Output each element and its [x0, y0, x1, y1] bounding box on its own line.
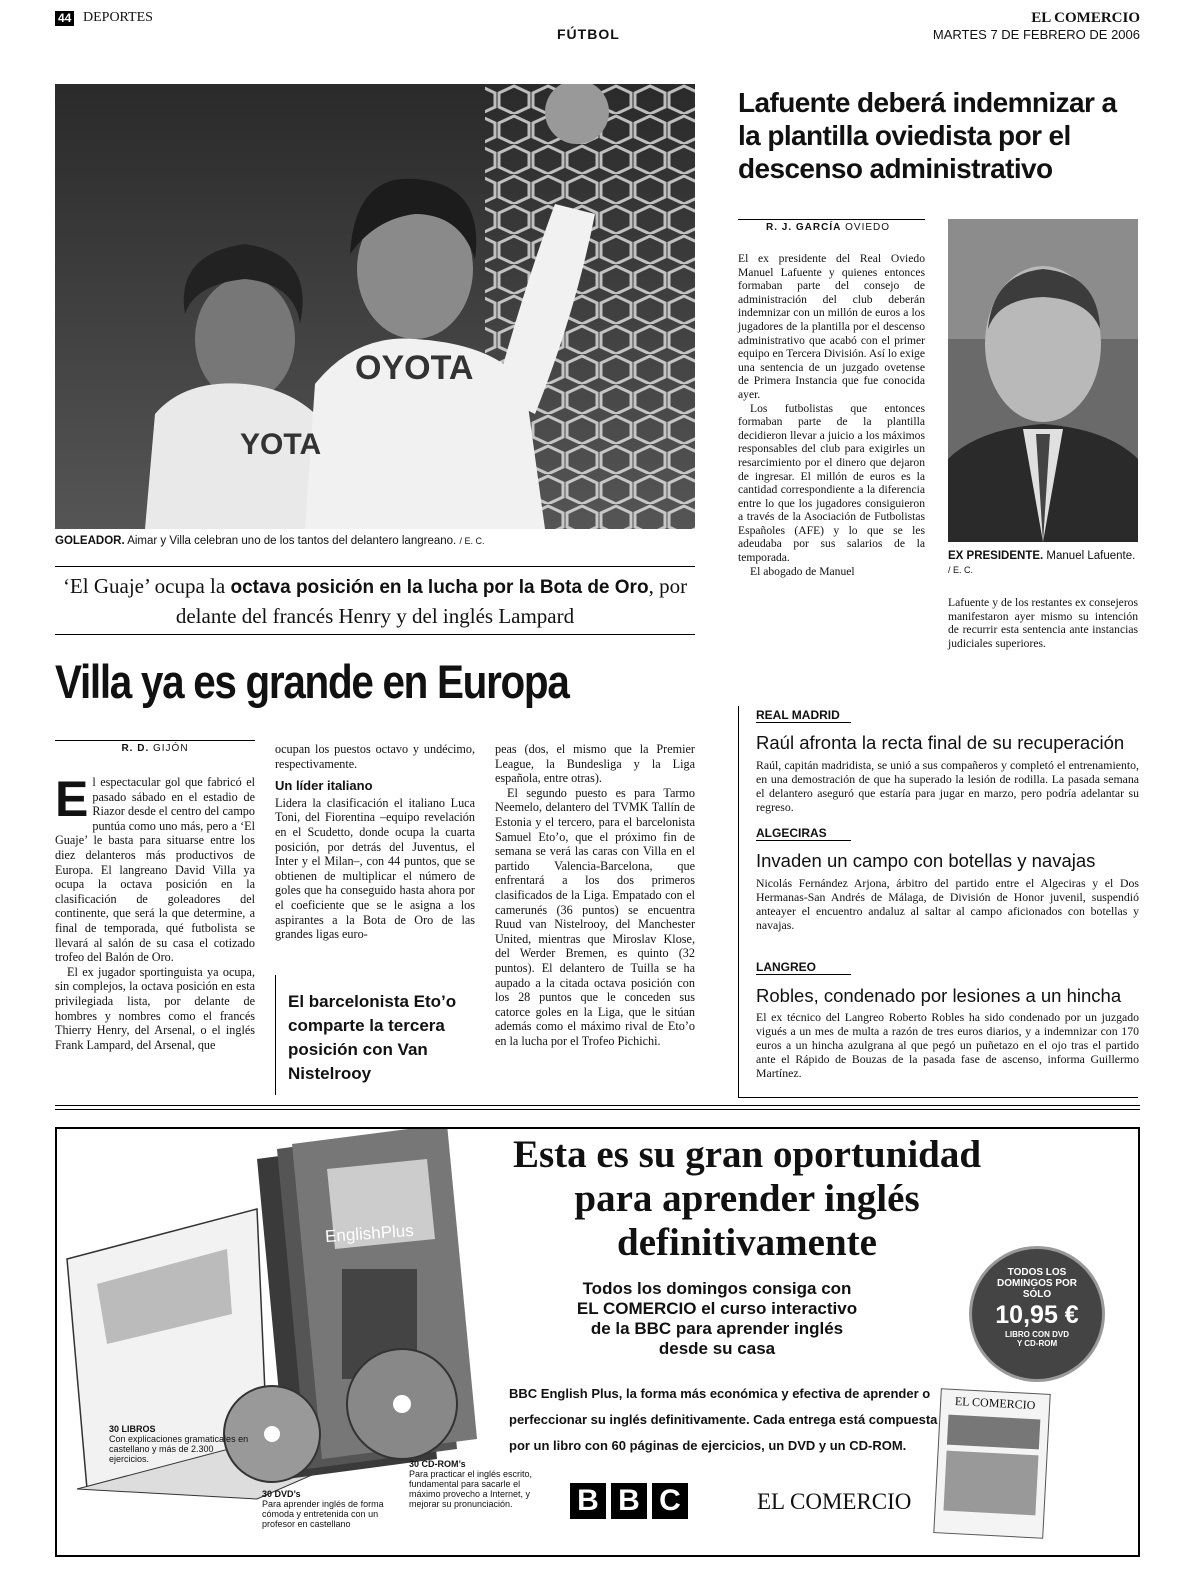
deck-bold: octava posición en la lucha por la Bota de Oro: [230, 577, 649, 598]
cdrom-text: Para practicar el inglés escrito, fundamental para sacarle el máximo provecho a Internet, y mejorar su pronunciación.: [409, 1469, 533, 1509]
main-subhead: Un líder italiano: [275, 778, 373, 794]
byline-author: R. D.: [121, 743, 150, 754]
brief-text: Nicolás Fernández Arjona, árbitro del partido entre el Algeciras y el Dos Hermanas-San Andrés de Málaga, de División de Honor juvenil, suspendió anteayer el encuentro andaluz al saltar al campo aficionados con botellas y navajas.: [756, 876, 1139, 932]
oviedo-headline: Lafuente deberá indemnizar a la plantilla oviedista por el descenso administrativo: [738, 87, 1117, 184]
pull-quote: El barcelonista Eto’o comparte la tercera posición con Van Nistelrooy: [288, 992, 457, 1083]
brief-tag: LANGREO: [756, 960, 851, 975]
byline-place: GIJÓN: [153, 743, 189, 754]
brief-text: El ex técnico del Langreo Roberto Robles ha sido condenado por un juzgado vigués a un mes de multa a razón de tres euros diarios, y a indemnizar con 170 euros a un hincha azulgrana al que pegó un puñetazo en el ojo tras el partido ante el Rápido de Bouzas de la pasada fase de ascenso, informa Guillermo Martínez.: [756, 1010, 1139, 1080]
goleador-photo: [55, 84, 695, 529]
book-title: EnglishPlus: [324, 1220, 415, 1247]
svg-text:OYOTA: OYOTA: [355, 349, 474, 387]
brief-title: Invaden un campo con botellas y navajas: [756, 850, 1096, 871]
brief-text: Raúl, capitán madridista, se unió a sus compañeros y completó el entrenamiento, en una demostración de que ha superado la lesión de rodilla. La pasada semana el delantero aseguró que estaría para jugar en marzo, pero podría adelantar su regreso.: [756, 758, 1139, 814]
badge-top: TODOS LOS DOMINGOS POR SÓLO: [996, 1267, 1077, 1300]
oviedo-col1: [738, 252, 925, 578]
badge-bottom: LIBRO CON DVD Y CD-ROM: [1005, 1330, 1069, 1348]
main-col2: [275, 742, 475, 942]
oviedo-byline: [738, 219, 925, 233]
ad-headline-line2: para aprender inglés: [574, 1177, 920, 1220]
main-col2-para1: ocupan los puestos octavo y undécimo, respectivamente.: [275, 742, 475, 771]
brief-title: Robles, condenado por lesiones a un hincha: [756, 985, 1122, 1006]
main-col1-para2: El ex jugador sportinguista ya ocupa, sin complejos, la octava posición en esta privilegiada lista, por delante de hombres y nombres como el francés Thierry Henry, del Arsenal, o el inglés Frank Lampard, del Arsenal, que: [55, 964, 255, 1052]
main-deck: [55, 572, 695, 630]
ad-sub-line4: desde su casa: [658, 1339, 776, 1358]
bbc-block-2: B: [611, 1483, 647, 1519]
ad-sub-line3: de la BBC para aprender inglés: [590, 1319, 844, 1338]
caption-credit: / E. C.: [459, 536, 485, 546]
deck-top-rule: [55, 566, 695, 567]
main-col3-para2: El segundo puesto es para Tarmo Neemelo, delantero del TVMK Tallín de Estonia y el tercero, para el barcelonista Samuel Eto’o, que el próximo fin de semana se verá las caras con Villa en el partido Valencia-Barcelona, que enfrentará a los dos primeros clasificados de la Liga. Empatado con el camerunés (36 puntos) se encuentra Ruud van Nistelrooy, del Manchester United, mientras que Miroslav Klose, del Werder Bremen, es quinto (32 puntos). El delantero de Tuilla se ha aupado a la citada octava posición con los 28 puntos que le conceden sus catorce goles en la Liga, que le sitúan además como el máximo rival de Eto’o en la lucha por el Trofeo Pichichi.: [495, 785, 695, 1048]
bbc-block-1: B: [570, 1483, 606, 1519]
books-text: Con explicaciones gramaticales en castellano y más de 2.300 ejercicios.: [109, 1434, 249, 1464]
main-col1: [55, 771, 255, 1052]
oviedo-para3: El abogado de Manuel: [750, 564, 855, 578]
ad-sub-line2: EL COMERCIO el curso interactivo: [576, 1299, 858, 1318]
mini-paper-logo: EL COMERCIO: [954, 1393, 1036, 1413]
dvd-info: [262, 1489, 402, 1529]
cdrom-info: [409, 1459, 544, 1509]
oviedo-para4: Lafuente y de los restantes ex consejeros manifestaron ayer mismo su intención de recurrir esta sentencia ante instancias judiciales superiores.: [948, 596, 1138, 650]
ad-headline: [437, 1133, 1057, 1265]
main-col1-para1: El espectacular gol que fabricó el pasado sábado en el estadio de Riazor desde el centro del campo puntúa como uno más, pero a ‘El Guaje’ le basta para situarse entre los diez delanteros más productivos de Europa. El langreano David Villa ya ocupa la octava posición en la clasificación de goleadores del continente, que será la que determine, a final de temporada, qué futbolista se llevará al salón de su casa el cotizado trofeo del Balón de Oro.: [55, 771, 255, 965]
goleador-caption: [55, 535, 695, 547]
main-byline: [55, 740, 255, 754]
svg-text:YOTA: YOTA: [240, 428, 322, 461]
main-col3: [495, 742, 695, 1048]
english-plus-ad[interactable]: [55, 1127, 1140, 1557]
oviedo-col2: [948, 596, 1138, 650]
caption-label: GOLEADOR.: [55, 535, 125, 547]
main-headline: Villa ya es grande en Europa: [55, 655, 569, 708]
ad-headline-line1: Esta es su gran oportunidad: [512, 1133, 982, 1176]
dropcap: E: [55, 771, 89, 827]
briefs-box: [738, 706, 1138, 1098]
deck-bottom-rule: [55, 634, 695, 635]
deck-part2: , por delante del francés Henry y del inglés Lampard: [175, 574, 688, 628]
books-label: 30 LIBROS: [109, 1424, 156, 1434]
oviedo-byline-place: OVIEDO: [845, 222, 891, 233]
lafuente-caption-credit: / E. C.: [948, 565, 974, 575]
ad-desc-line1: BBC English Plus, la forma más económica y efectiva de aprender o: [509, 1386, 931, 1401]
oviedo-para2: Los futbolistas que entonces formaban parte de la plantilla decidieron llevar a juicio a los máximos responsables del club para exigirles un resarcimiento por el dinero que dejaron de ingresar. El millón de euros es la cantidad correspondiente a la diferencia entre lo que los jugadores consiguieron a través de la Asociación de Futbolistas Españoles (AFE) y lo que se les adeudaba por sus salarios de la temporada.: [738, 401, 925, 565]
caption-text: Aimar y Villa celebran uno de los tantos del delantero langreano.: [127, 535, 457, 547]
subsection-label: FÚTBOL: [557, 26, 620, 42]
mini-newspaper: [933, 1388, 1050, 1539]
ad-sub-line1: Todos los domingos consiga con: [582, 1279, 852, 1298]
lafuente-caption-text: Manuel Lafuente.: [1046, 550, 1136, 562]
lafuente-photo: [948, 219, 1138, 542]
ad-headline-line3: definitivamente: [617, 1221, 877, 1264]
section-label: DEPORTES: [83, 10, 153, 25]
dvd-label: 30 DVD’s: [262, 1489, 301, 1499]
ad-separator-bottom: [55, 1109, 1140, 1110]
pull-quote-rule-left: [275, 975, 276, 1095]
brief-tag: REAL MADRID: [756, 708, 851, 723]
bbc-block-3: C: [652, 1483, 688, 1519]
oviedo-byline-author: R. J. GARCÍA: [766, 222, 842, 233]
bbc-logo: [570, 1483, 688, 1519]
lafuente-portrait-image: [948, 219, 1138, 542]
books-info: [109, 1424, 249, 1464]
page-number: 44: [55, 11, 74, 26]
deck-part1: ‘El Guaje’ ocupa la: [62, 574, 231, 598]
main-col3-para1: peas (dos, el mismo que la Premier League, la Bundesliga y la Liga española, entre otras).: [495, 742, 695, 786]
celebration-photo-image: [55, 84, 695, 529]
dvd-text: Para aprender inglés de forma cómoda y entretenida con un profesor en castellano: [262, 1499, 384, 1529]
badge-price: 10,95 €: [995, 1301, 1079, 1329]
price-badge: [972, 1249, 1102, 1379]
lafuente-caption: [948, 549, 1138, 577]
ad-desc-line3: por un libro con 60 páginas de ejercicios, un DVD y un CD-ROM.: [509, 1438, 907, 1453]
page-date: MARTES 7 DE FEBRERO DE 2006: [932, 27, 1140, 42]
brief-tag: ALGECIRAS: [756, 826, 851, 841]
main-col2-para2: Lidera la clasificación el italiano Luca Toni, del Fiorentina –equipo revelación en el Scudetto, donde ocupa la cuarta posición, por detrás del Juventus, el Inter y el Milan–, con 44 puntos, que se obtienen de multiplicar el número de goles que ha conseguido hasta ahora por el coeficiente que se le asigna a los aspirantes a la Bota de Oro de las grandes ligas euro-: [275, 795, 475, 942]
ad-desc-line2: perfeccionar su inglés definitivamente. Cada entrega está compuesta: [509, 1412, 938, 1427]
oviedo-para1: El ex presidente del Real Oviedo Manuel Lafuente y quienes entonces formaban parte del consejo de administración del club deberán indemnizar con un millón de euros a los jugadores de la plantilla por el descenso administrativo que acabó con el primer equipo en Tercera División. Así lo exige una sentencia de un juzgado ovetense de Primera Instancia que fue conocida ayer.: [738, 252, 925, 401]
ad-separator-top: [55, 1105, 1140, 1106]
cdrom-label: 30 CD-ROM’s: [409, 1459, 466, 1469]
brief-title: Raúl afronta la recta final de su recuperación: [756, 732, 1125, 753]
newspaper-name: EL COMERCIO: [1031, 10, 1140, 26]
lafuente-caption-label: EX PRESIDENTE.: [948, 550, 1044, 562]
el-comercio-logo: EL COMERCIO: [757, 1489, 912, 1514]
ad-subhead: [487, 1279, 947, 1359]
ad-description: [509, 1381, 949, 1459]
page-header: [55, 8, 1140, 48]
